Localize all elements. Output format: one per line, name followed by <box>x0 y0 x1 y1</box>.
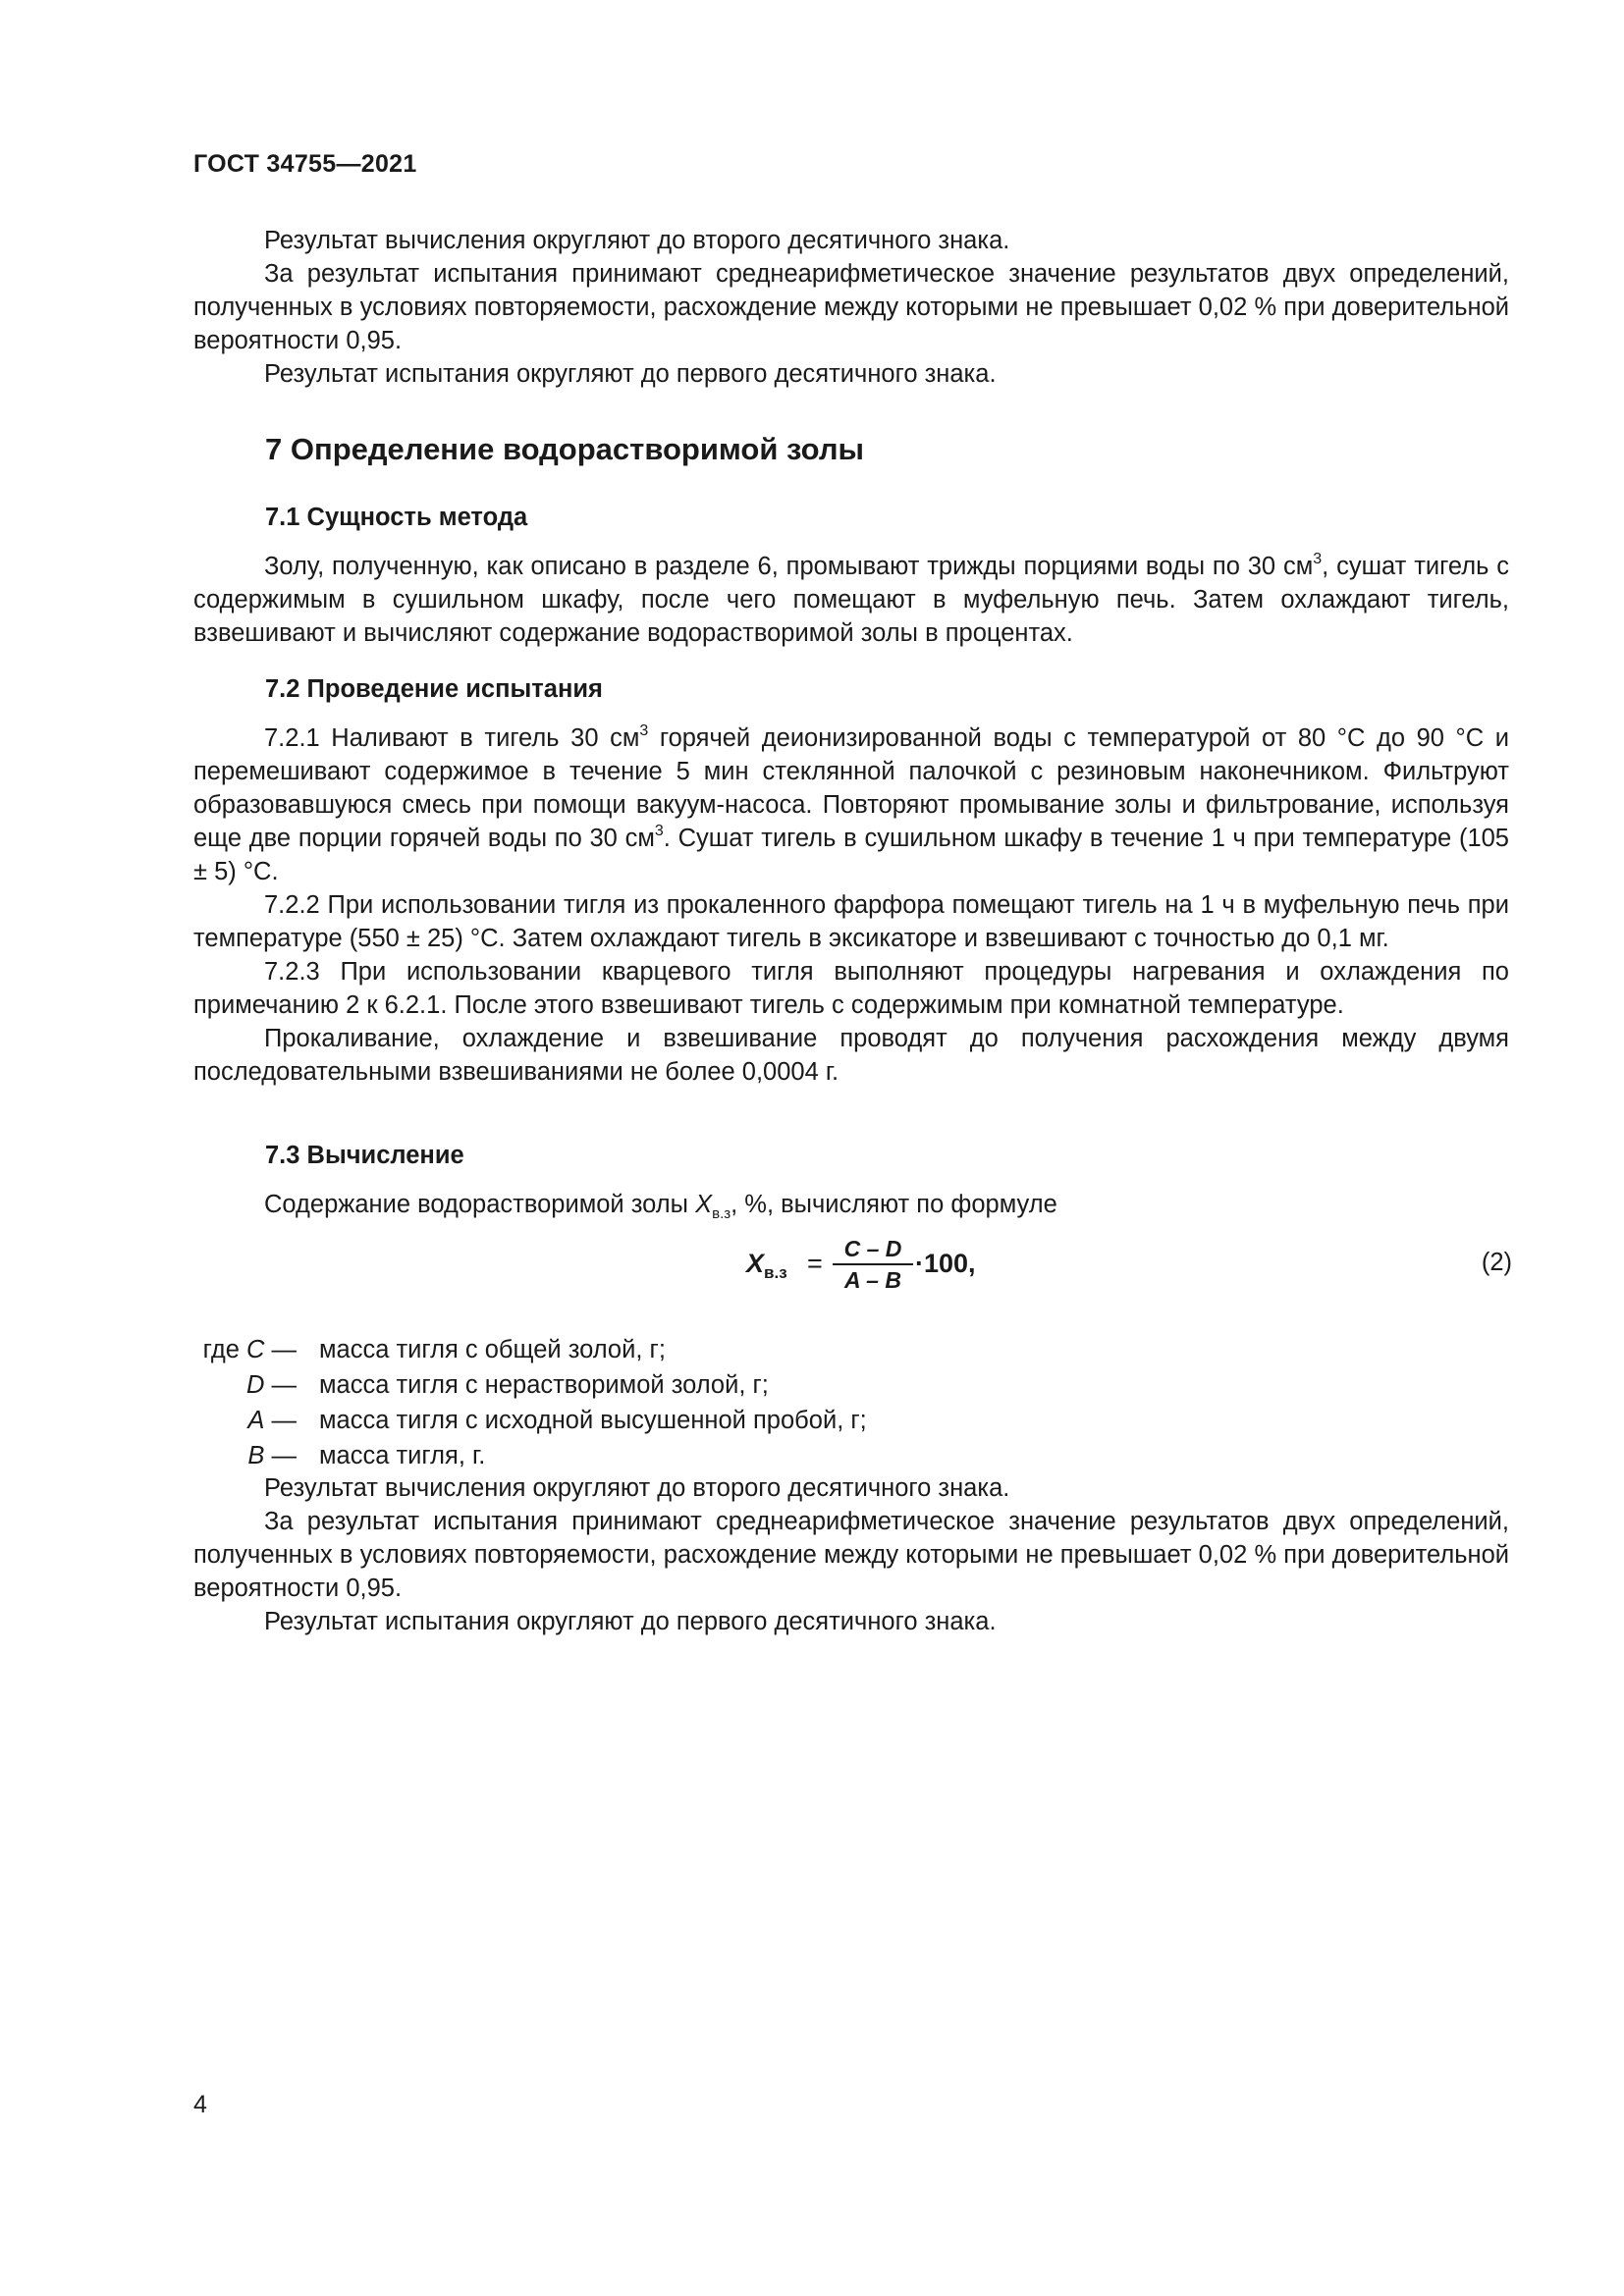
top-paragraphs <box>193 224 1509 391</box>
paragraph: Прокаливание, охлаждение и взвешивание проводят до получения расхождения между двумя последовательными взвешиваниями не более 0,0004 г. <box>193 1025 1509 1086</box>
section-7-1-body <box>193 550 1509 650</box>
formula-number: (2) <box>1481 1249 1512 1276</box>
section-7-1-title: 7.1 Сущность метода <box>265 504 528 531</box>
paragraph-7-2-1: 7.2.1 Наливают в тигель 30 $см^3$ горячей деионизированной воды с температурой от 80 °С до 90 °С и перемешивают содержимое в течение 5 мин стеклянной палочкой с резиновым наконечником. Фильтруют образовавшуюся смесь при помощи вакуум-насоса. Повторяют промывание золы и фильтрование, используя еще две порции горячей воды по 30 $см^3$. Сушат тигель в сушильном шкафу в течение 1 ч при температуре (105 ± 5) °С. <box>193 722 1509 885</box>
formula-2 <box>746 1235 1512 1294</box>
paragraph-7-2-2: 7.2.2 При использовании тигля из прокаленного фарфора помещают тигель на 1 ч в муфельную печь при температуре (550 ± 25) °С. Затем охлаждают тигель в эксикаторе и взвешивают с точностью до 0,1 мг. <box>193 891 1509 952</box>
formula-denominator: A – B <box>844 1267 901 1293</box>
fraction-bar <box>833 1263 913 1265</box>
paragraph: Результат вычисления округляют до второго десятичного знака. <box>264 1474 1010 1502</box>
formula-intro: Содержание водорастворимой золы $X_{в.з}$, %, вычисляют по формуле <box>264 1191 1057 1222</box>
paragraph: Результат испытания округляют до первого десятичного знака. <box>264 360 997 388</box>
section-7-2-title: 7.2 Проведение испытания <box>265 675 603 703</box>
formula-lhs: $X_{в.з}$ <box>746 1249 787 1282</box>
paragraph: Результат вычисления округляют до второго десятичного знака. <box>264 227 1010 254</box>
formula-numerator: C – D <box>843 1236 902 1261</box>
section-7-2-body <box>193 721 1509 1089</box>
paragraph: Результат испытания округляют до первого десятичного знака. <box>264 1608 997 1635</box>
formula-equals: = <box>807 1249 823 1278</box>
formula-tail: ·100, <box>915 1249 976 1278</box>
paragraph-7-2-3: 7.2.3 При использовании кварцевого тигля выполняют процедуры нагревания и охлаждения по примечанию 2 к 6.2.1. После этого взвешивают тигель с содержимым при комнатной температуре. <box>193 958 1509 1019</box>
document-page: ГОСТ 34755—2021 Результат вычисления округляют до второго десятичного знака. За результат испытания принимают среднеарифметическое значение результатов двух определений, полученных в условиях повторяемости, расхождение между которыми не превышает 0,02 % при доверительной вероятности 0,95. Результат испытания округляют до первого десятичного знака. 7 Определение водорастворимой золы 7.1 Сущность метода Золу, полученную, как описано в разделе 6, промывают трижды порциями воды по 30 $см^3$, сушат тигель с содержимым в сушильном шкафу, после чего помещают в муфельную печь. Затем охлаждают тигель, взвешивают и вычисляют содержание водорастворимой золы в процентах. 7.2 Проведение испытания 7.2.1 Наливают в тигель 30 $см^3$ горячей деионизированной воды с температурой от 80 °С до 90 °С и перемешивают содержимое в течение 5 мин стеклянной палочкой с резиновым наконечником. Фильтруют образовавшуюся смесь при помощи вакуум-насоса. Повторяют промывание золы и фильтрование, используя еще две порции горячей воды по 30 $см^3$. Сушат тигель в сушильном шкафу в течение 1 ч при температуре (105 ± 5) °С. 7.2.2 При использовании тигля из прокаленного фарфора помещают тигель на 1 ч в муфельную печь при температуре (550 ± 25) °С. Затем охлаждают тигель в эксикаторе и взвешивают с точностью до 0,1 мг. 7.2.3 При использовании кварцевого тигля выполняют процедуры нагревания и охлаждения по примечанию 2 к 6.2.1. После этого взвешивают тигель с содержимым при комнатной температуре. Прокаливание, охлаждение и взвешивание проводят до получения расхождения между двумя последовательными взвешиваниями не более 0,0004 г. 7.3 Вычисление Содержание водорастворимой золы $X_{в.з}$, %, вычисляют по формуле $X_{в.з}$ = C – D A – B ·100, (2) где C — масса тигля с общей золой, г; D — масса тигля с нерастворимой золой, г; A — масса тигля с исходной высушенной пробой, г; B — масса тигля, г. Результат вычисления округляют до второго десятичного знака. За результат испытания принимают среднеарифметическое значение результатов двух определений, полученных в условиях повторяемости, расхождение между которыми не превышает 0,02 % при доверительной вероятности 0,95. Результат испытания округляют до первого десятичного знака. 4 <box>193 150 1512 2118</box>
formula-fraction <box>833 1235 913 1294</box>
page-number: 4 <box>193 2091 207 2118</box>
standard-header: ГОСТ 34755—2021 <box>193 150 417 178</box>
section-7-3-title: 7.3 Вычисление <box>265 1142 464 1169</box>
paragraph: За результат испытания принимают среднеарифметическое значение результатов двух определений, полученных в условиях повторяемости, расхождение между которыми не превышает 0,02 % при доверительной вероятности 0,95. <box>193 260 1509 354</box>
paragraph: Золу, полученную, как описано в разделе 6, промывают трижды порциями воды по 30 $см^3$, сушат тигель с содержимым в сушильном шкафу, после чего помещают в муфельную печь. Затем охлаждают тигель, взвешивают и вычисляют содержание водорастворимой золы в процентах. <box>193 551 1509 647</box>
section-7-3-conclusion <box>193 1471 1509 1638</box>
paragraph: За результат испытания принимают среднеарифметическое значение результатов двух определений, полученных в условиях повторяемости, расхождение между которыми не превышает 0,02 % при доверительной вероятности 0,95. <box>193 1508 1509 1602</box>
section-7-title: 7 Определение водорастворимой золы <box>265 432 865 466</box>
